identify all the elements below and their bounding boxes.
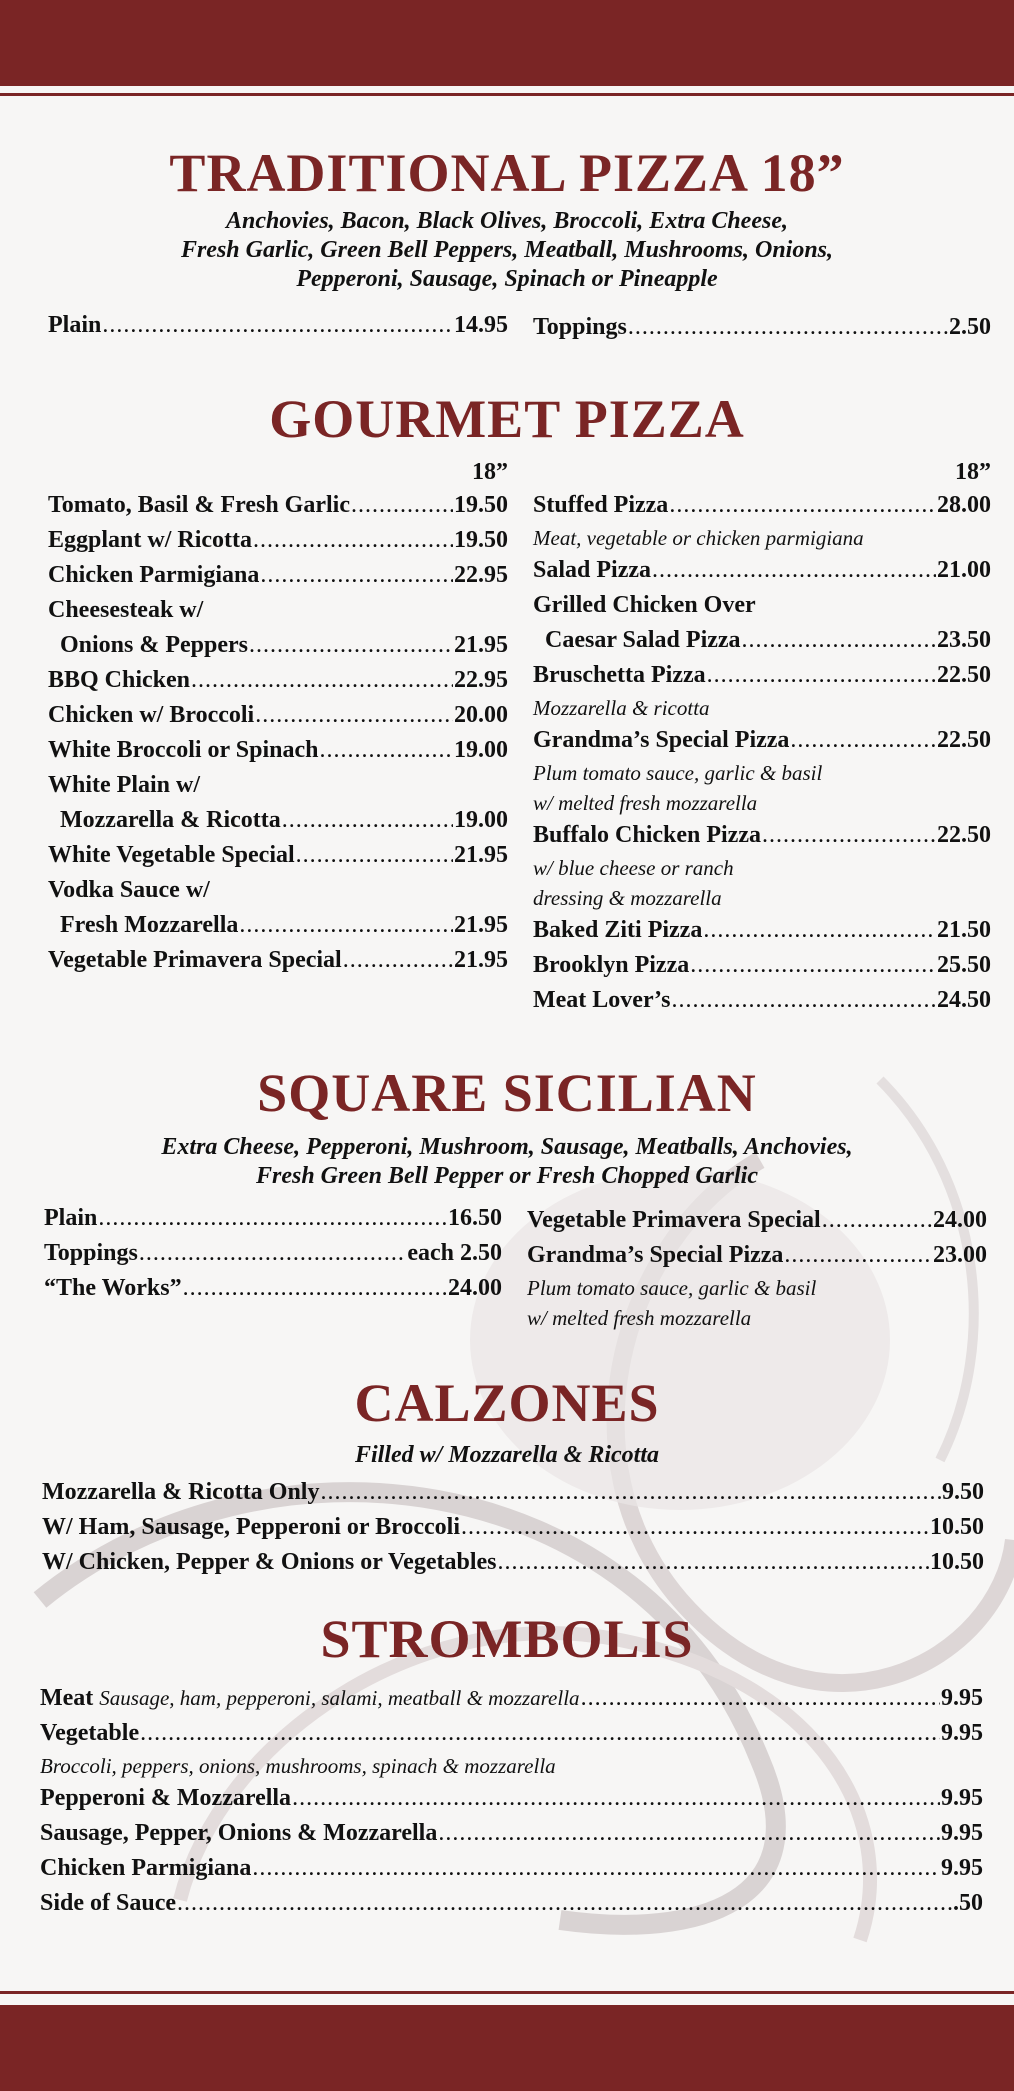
item-description: Plum tomato sauce, garlic & basil [533, 761, 823, 785]
item-price: 23.50 [937, 627, 991, 653]
item-name: Fresh Mozzarella [60, 912, 239, 938]
item-name: White Vegetable Special [48, 842, 295, 868]
item-name: White Broccoli or Spinach [48, 737, 319, 763]
traditional-left [48, 308, 508, 343]
menu-item [40, 1886, 983, 1921]
item-price: 21.50 [937, 917, 991, 943]
item-name: Toppings [44, 1240, 138, 1266]
item-name: Grandma’s Special Pizza [533, 727, 790, 753]
item-name: Tomato, Basil & Fresh Garlic [48, 492, 350, 518]
item-price: 21.95 [454, 947, 508, 973]
item-name: W/ Chicken, Pepper & Onions or Vegetables [42, 1549, 497, 1575]
item-name: Onions & Peppers [60, 632, 249, 658]
item-price: 19.50 [454, 527, 508, 553]
item-name: Chicken Parmigiana [40, 1855, 252, 1881]
item-name: Toppings [533, 314, 627, 340]
item-name: Grilled Chicken Over [533, 592, 756, 618]
item-price: 19.50 [454, 492, 508, 518]
item-name: Mozzarella & Ricotta [60, 807, 281, 833]
item-name: Meat [40, 1685, 94, 1711]
item-name: Plain [48, 312, 102, 338]
desc-line: Anchovies, Bacon, Black Olives, Broccoli, Extra Cheese, [226, 208, 788, 234]
item-price: 9.95 [941, 1785, 983, 1811]
item-name: Bruschetta Pizza [533, 662, 706, 688]
item-price: 19.00 [454, 737, 508, 763]
item-description: Mozzarella & ricotta [533, 696, 710, 720]
menu-item [44, 1201, 502, 1236]
top-band [0, 0, 1014, 86]
menu-item [527, 1238, 987, 1273]
desc-line: Fresh Garlic, Green Bell Peppers, Meatball, Mushrooms, Onions, [180, 237, 834, 263]
size-header: 18” [472, 459, 508, 485]
item-price: 22.95 [454, 562, 508, 588]
item-price: 28.00 [937, 492, 991, 518]
item-price: 20.00 [454, 702, 508, 728]
item-name: Buffalo Chicken Pizza [533, 822, 761, 848]
item-name: W/ Ham, Sausage, Pepperoni or Broccoli [42, 1514, 460, 1540]
menu-item [40, 1716, 983, 1751]
menu-item [48, 908, 508, 943]
menu-item [533, 913, 991, 948]
item-price: 22.50 [937, 822, 991, 848]
menu-item [48, 523, 508, 558]
item-price: 24.00 [448, 1275, 502, 1301]
item-price: 16.50 [448, 1205, 502, 1231]
item-description: w/ melted fresh mozzarella [533, 791, 758, 815]
menu-item [48, 558, 508, 593]
square-sicilian-title: SQUARE SICILIAN [257, 1063, 757, 1123]
item-name: White Plain w/ [48, 772, 201, 798]
item-name: Baked Ziti Pizza [533, 917, 703, 943]
menu-item [533, 658, 991, 693]
item-name: Vegetable Primavera Special [48, 947, 342, 973]
menu-item [48, 698, 508, 733]
item-name: Vegetable [40, 1720, 140, 1746]
calzones-subtitle: Filled w/ Mozzarella & Ricotta [354, 1442, 660, 1468]
item-price: 21.00 [937, 557, 991, 583]
item-name: Plain [44, 1205, 98, 1231]
menu-item [48, 733, 508, 768]
menu-item [533, 310, 991, 345]
item-price: 2.50 [949, 314, 991, 340]
item-price: 10.50 [930, 1514, 984, 1540]
item-name: Cheesesteak w/ [48, 597, 204, 623]
menu-item [48, 803, 508, 838]
menu-item [48, 308, 508, 343]
menu-item [42, 1475, 984, 1510]
item-price: 19.00 [454, 807, 508, 833]
item-price: 9.95 [941, 1855, 983, 1881]
menu-item [533, 948, 991, 983]
menu-item [533, 553, 991, 588]
item-name: Vodka Sauce w/ [48, 877, 210, 903]
item-price: each 2.50 [407, 1240, 502, 1266]
menu-item [48, 663, 508, 698]
menu-item [533, 623, 991, 658]
item-name: Brooklyn Pizza [533, 952, 690, 978]
calzones-list [42, 1475, 984, 1580]
traditional-pizza-title: TRADITIONAL PIZZA 18” [169, 143, 845, 203]
item-price: 9.95 [941, 1820, 983, 1846]
item-description: w/ melted fresh mozzarella [527, 1306, 752, 1330]
item-name: Chicken Parmigiana [48, 562, 260, 588]
menu-item [40, 1816, 983, 1851]
menu-item [40, 1681, 983, 1716]
item-name: Pepperoni & Mozzarella [40, 1785, 292, 1811]
item-name: BBQ Chicken [48, 667, 191, 693]
item-name: Chicken w/ Broccoli [48, 702, 255, 728]
item-description: w/ blue cheese or ranch [533, 856, 734, 880]
item-description: Plum tomato sauce, garlic & basil [527, 1276, 817, 1300]
menu-item [42, 1510, 984, 1545]
item-price: 23.00 [933, 1242, 987, 1268]
item-price: 9.50 [942, 1479, 984, 1505]
item-description: Sausage, ham, pepperoni, salami, meatball & mozzarella [99, 1686, 580, 1710]
menu-item [44, 1236, 502, 1271]
item-description: dressing & mozzarella [533, 886, 722, 910]
menu-item [42, 1545, 984, 1580]
item-description: Meat, vegetable or chicken parmigiana [533, 526, 864, 550]
item-name: “The Works” [44, 1275, 182, 1301]
menu-item [48, 628, 508, 663]
menu-item [533, 488, 991, 523]
item-price: 22.50 [937, 662, 991, 688]
item-price: .50 [953, 1890, 983, 1916]
strombolis-list [40, 1681, 983, 1921]
item-description: Broccoli, peppers, onions, mushrooms, spinach & mozzarella [40, 1754, 556, 1778]
traditional-toppings-list [0, 207, 1014, 294]
menu-item [40, 1851, 983, 1886]
item-name: Caesar Salad Pizza [545, 627, 741, 653]
item-price: 24.00 [933, 1207, 987, 1233]
item-price: 22.95 [454, 667, 508, 693]
sicilian-left [44, 1201, 502, 1306]
item-price: 25.50 [937, 952, 991, 978]
item-name: Mozzarella & Ricotta Only [42, 1479, 320, 1505]
item-price: 21.95 [454, 912, 508, 938]
sicilian-right [527, 1203, 987, 1333]
item-price: 22.50 [937, 727, 991, 753]
menu-item [48, 943, 508, 978]
gourmet-left [48, 456, 508, 978]
menu-item [44, 1271, 502, 1306]
item-name: Meat Lover’s [533, 987, 671, 1013]
item-name: Eggplant w/ Ricotta [48, 527, 252, 553]
item-name: Side of Sauce [40, 1890, 177, 1916]
sicilian-toppings-list [0, 1133, 1014, 1191]
item-price: 21.95 [454, 632, 508, 658]
item-price: 9.95 [941, 1685, 983, 1711]
item-price: 10.50 [930, 1549, 984, 1575]
bottom-band [0, 2005, 1014, 2091]
desc-line: Pepperoni, Sausage, Spinach or Pineapple [296, 266, 718, 292]
menu-item [48, 838, 508, 873]
menu-item [527, 1203, 987, 1238]
top-rule [0, 93, 1014, 96]
item-price: 14.95 [454, 312, 508, 338]
traditional-right [533, 310, 991, 345]
item-name: Sausage, Pepper, Onions & Mozzarella [40, 1820, 438, 1846]
desc-line: Extra Cheese, Pepperoni, Mushroom, Sausage, Meatballs, Anchovies, [161, 1134, 853, 1160]
bottom-rule [0, 1991, 1014, 1994]
calzones-title: CALZONES [354, 1373, 660, 1433]
item-price: 24.50 [937, 987, 991, 1013]
desc-line: Fresh Green Bell Pepper or Fresh Chopped Garlic [255, 1163, 758, 1189]
size-header: 18” [955, 459, 991, 485]
menu-item [48, 488, 508, 523]
strombolis-title: STROMBOLIS [320, 1609, 694, 1669]
gourmet-pizza-title: GOURMET PIZZA [269, 389, 745, 449]
item-name: Salad Pizza [533, 557, 651, 583]
menu-item [533, 983, 991, 1018]
menu-item [533, 723, 991, 758]
item-name: Vegetable Primavera Special [527, 1207, 821, 1233]
item-name: Grandma’s Special Pizza [527, 1242, 784, 1268]
item-price: 21.95 [454, 842, 508, 868]
menu-item [533, 818, 991, 853]
item-price: 9.95 [941, 1720, 983, 1746]
menu-item [40, 1781, 983, 1816]
item-name: Stuffed Pizza [533, 492, 669, 518]
gourmet-right [533, 456, 991, 1018]
